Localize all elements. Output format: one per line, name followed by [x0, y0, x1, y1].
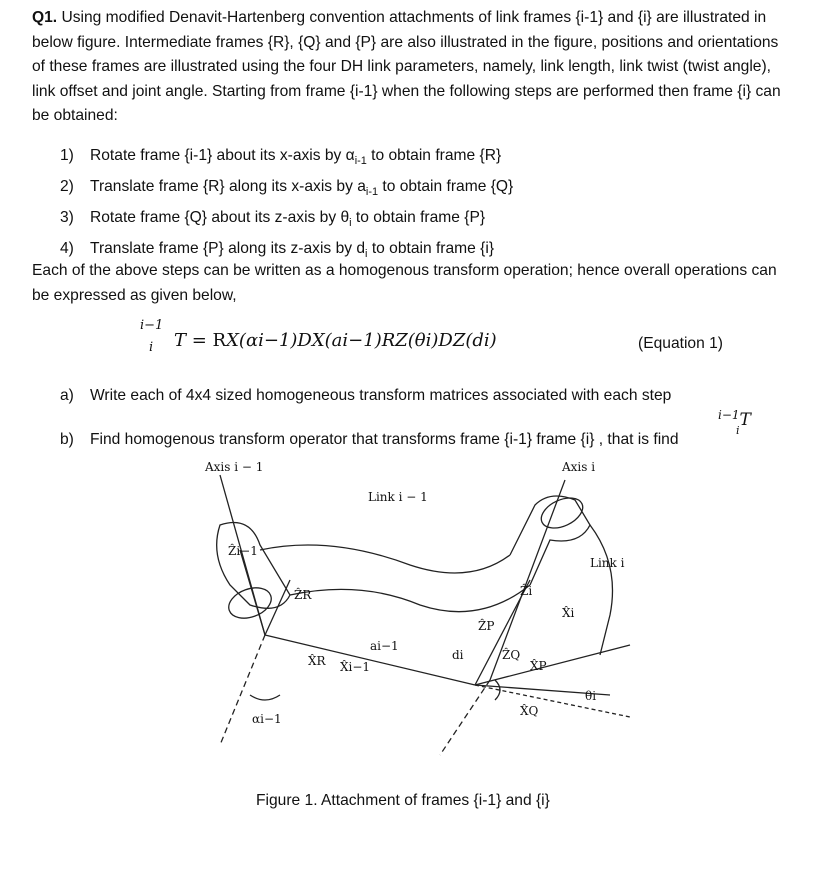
- z-prev-arrow: [240, 550, 265, 635]
- step-item: [60, 143, 780, 174]
- label-x-p: X̂P: [530, 659, 547, 673]
- equation-label: (Equation 1): [638, 335, 723, 352]
- link-next-outline: [590, 525, 613, 655]
- alpha-arc: [250, 695, 280, 700]
- eq-rhs: = R: [191, 330, 227, 351]
- label-z-p: ẐP: [478, 619, 495, 633]
- step-number: 4): [60, 240, 74, 258]
- question-label: Q1.: [32, 9, 58, 26]
- label-z-i: Ẑi: [520, 584, 533, 598]
- equation: [140, 318, 497, 355]
- label-a-prev: ai−1: [370, 639, 399, 653]
- task-b: b) Find homogenous transform operator that transforms frame {i-1} frame {i} , that is find: [60, 431, 679, 448]
- step-text: Translate frame {P} along its z-axis by $d_i$ to obtain frame {i}: [90, 240, 495, 261]
- steps-list: [60, 143, 780, 267]
- label-z-prev: Ẑi−1: [228, 544, 258, 558]
- step-text: Rotate frame {Q} about its z-axis by $\theta_i$ to obtain frame {P}: [90, 209, 486, 230]
- step-text: Translate frame {R} along its x-axis by $a_{i-1}$ to obtain frame {Q}: [90, 178, 514, 199]
- question-intro: Using modified Denavit-Hartenberg convention attachments of link frames {i-1} and {i} are illustrated in below figure. Intermediate frames {R}, {Q} and {P} are also illustrated in the figure, positions and orientations of these frames are illustrated using the four DH link parameters, namely, link length, link twist (twist angle), link offset and joint angle. Starting from frame {i-1} when the following steps are performed then frame {i} can be obtained:: [32, 9, 781, 125]
- question-paragraph: [32, 6, 792, 129]
- label-x-prev: X̂i−1: [340, 660, 371, 674]
- label-axis-prev: Axis i − 1: [205, 460, 264, 474]
- right-link-outline: [510, 496, 590, 585]
- eq-lhs-T: T: [174, 330, 187, 351]
- label-alpha-prev: αi−1: [252, 712, 282, 726]
- link-prev-bottom: [290, 584, 533, 612]
- figure-caption: Figure 1. Attachment of frames {i-1} and {i}: [256, 792, 550, 809]
- label-link-next: Link i: [590, 556, 625, 570]
- axis-prev-dashed: [220, 635, 265, 745]
- label-z-q: ẐQ: [502, 648, 521, 662]
- eq-body: X(αi−1)DX(ai−1)RZ(θi)DZ(di): [226, 330, 497, 351]
- eq-lhs-sub: i: [149, 340, 154, 355]
- task-a: a) Write each of 4x4 sized homogeneous transform matrices associated with each step: [60, 387, 672, 404]
- x-dashed: [475, 685, 630, 717]
- step-number: 3): [60, 209, 74, 227]
- label-x-q: X̂Q: [520, 704, 539, 718]
- step-text: Rotate frame {i-1} about its x-axis by $\alpha_{i-1}$ to obtain frame {R}: [90, 147, 502, 168]
- dh-figure: [190, 455, 650, 775]
- eq-lhs-sup: i−1: [140, 318, 164, 333]
- z-r-arrow: [265, 580, 290, 635]
- x-i-axis: [475, 645, 630, 685]
- left-joint-ellipse: [225, 582, 276, 623]
- label-axis-i: Axis i: [562, 460, 596, 474]
- step-item: [60, 205, 780, 236]
- label-x-i: X̂i: [562, 606, 575, 620]
- label-theta-i: θi: [585, 689, 597, 703]
- step-number: 2): [60, 178, 74, 196]
- link-prev-top: [260, 545, 510, 573]
- axis-i-dashed: [440, 680, 490, 755]
- label-link-prev: Link i − 1: [368, 490, 428, 504]
- step-item: [60, 174, 780, 205]
- label-d-i: di: [452, 648, 464, 662]
- summary-paragraph: Each of the above steps can be written as a homogenous transform operation; hence overall operations can be expressed as given below,: [32, 262, 777, 304]
- label-z-r: ẐR: [294, 588, 312, 602]
- step-number: 1): [60, 147, 74, 164]
- label-x-r: X̂R: [308, 654, 326, 668]
- inline-transform-symbol: $^{i-1}$T i: [718, 408, 751, 437]
